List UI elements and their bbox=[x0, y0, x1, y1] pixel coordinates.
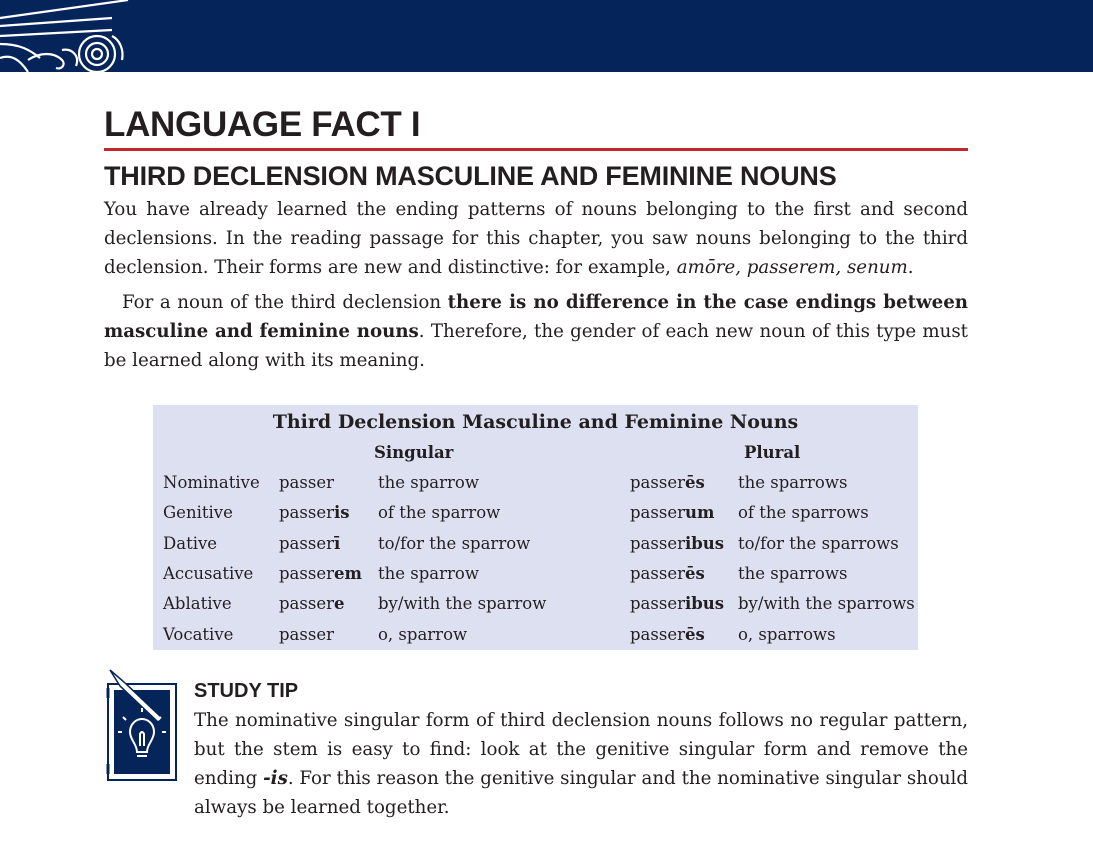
study-tip-text-end: . For this reason the genitive singular and the nominative singular should always be learned together. bbox=[194, 768, 969, 818]
case-name: Dative bbox=[163, 533, 218, 553]
study-tip-ending: -is bbox=[263, 768, 288, 789]
plural-stem: passer bbox=[630, 533, 685, 553]
singular-form bbox=[279, 625, 334, 645]
plural-form bbox=[630, 564, 705, 584]
plural-ending: ēs bbox=[685, 473, 705, 492]
plural-translation: the sparrows bbox=[738, 473, 848, 492]
singular-form bbox=[279, 594, 345, 614]
plural-translation: the sparrows bbox=[738, 563, 848, 583]
singular-form bbox=[279, 503, 350, 523]
singular-stem: passer bbox=[279, 594, 334, 614]
plural-ending: um bbox=[685, 503, 715, 523]
plural-ending: ēs bbox=[685, 624, 705, 644]
plural-stem: passer bbox=[630, 563, 685, 583]
case-name: Vocative bbox=[163, 624, 234, 644]
study-tip bbox=[194, 678, 968, 822]
singular-stem: passer bbox=[279, 563, 334, 583]
case-name: Genitive bbox=[163, 503, 233, 523]
plural-ending: ibus bbox=[685, 594, 725, 614]
ionic-capital-icon bbox=[0, 0, 130, 72]
plural-translation: of the sparrows bbox=[738, 503, 869, 523]
plural-stem: passer bbox=[630, 594, 685, 614]
singular-stem: passer bbox=[279, 624, 334, 644]
plural-stem: passer bbox=[630, 473, 685, 492]
singular-translation: the sparrow bbox=[378, 563, 479, 583]
plural-translation: to/for the sparrows bbox=[738, 533, 899, 553]
main-content bbox=[104, 104, 968, 375]
singular-form bbox=[279, 534, 340, 554]
gender-text-start: For a noun of the third declension bbox=[122, 292, 448, 313]
study-tip-text-start: The nominative singular form of third declension nouns follows no regular pattern, but the stem is easy to find: look at the genitive singular form and remove the ending bbox=[194, 710, 968, 789]
plural-ending: ibus bbox=[685, 533, 725, 553]
table-row bbox=[153, 625, 918, 655]
study-tip-text bbox=[194, 706, 968, 822]
plural-form bbox=[630, 534, 724, 554]
intro-end: . bbox=[907, 257, 914, 278]
singular-form bbox=[279, 564, 362, 584]
intro-examples: amōre, passerem, senum bbox=[676, 257, 908, 278]
singular-translation: o, sparrow bbox=[378, 624, 468, 644]
plural-translation: by/with the sparrows bbox=[738, 594, 915, 614]
section-heading: THIRD DECLENSION MASCULINE AND FEMININE NOUNS bbox=[104, 161, 837, 191]
intro-paragraph bbox=[104, 195, 968, 282]
table-row bbox=[153, 594, 918, 624]
singular-translation: the sparrow bbox=[378, 473, 479, 492]
table-row bbox=[153, 534, 918, 564]
case-name: Ablative bbox=[163, 594, 232, 614]
plural-form bbox=[630, 473, 705, 493]
lightbulb-note-icon bbox=[104, 668, 178, 784]
singular-ending: is bbox=[334, 503, 350, 523]
singular-translation: by/with the sparrow bbox=[378, 594, 547, 614]
gender-text-end: . Therefore, the gender of each new noun of this type must be learned along with its meaning. bbox=[104, 321, 968, 371]
plural-header: Plural bbox=[744, 443, 801, 462]
singular-header: Singular bbox=[374, 443, 454, 462]
plural-stem: passer bbox=[630, 503, 685, 523]
singular-stem: passer bbox=[279, 473, 334, 492]
gender-text-bold: there is no difference in the case endings between masculine and feminine nouns bbox=[104, 292, 968, 342]
singular-ending: e bbox=[334, 594, 345, 614]
top-banner bbox=[0, 0, 1093, 72]
plural-ending: ēs bbox=[685, 563, 705, 583]
singular-ending: em bbox=[334, 563, 362, 583]
plural-translation: o, sparrows bbox=[738, 624, 836, 644]
plural-stem: passer bbox=[630, 624, 685, 644]
plural-form bbox=[630, 625, 705, 645]
table-row bbox=[153, 473, 918, 503]
study-tip-title: STUDY TIP bbox=[194, 680, 299, 702]
case-name: Nominative bbox=[163, 473, 260, 492]
singular-stem: passer bbox=[279, 503, 334, 523]
case-name: Accusative bbox=[163, 563, 254, 583]
gender-paragraph bbox=[104, 288, 968, 375]
table-title: Third Declension Masculine and Feminine Nouns bbox=[272, 411, 799, 433]
table-row bbox=[153, 503, 918, 533]
plural-form bbox=[630, 594, 724, 614]
declension-table bbox=[153, 405, 918, 650]
intro-text: You have already learned the ending patterns of nouns belonging to the first and second declensions. In the reading passage for this chapter, you saw nouns belonging to the third declension. Their forms are new and distinctive: for example, bbox=[104, 199, 968, 278]
singular-stem: passer bbox=[279, 533, 334, 553]
singular-translation: of the sparrow bbox=[378, 503, 501, 523]
singular-form bbox=[279, 473, 334, 493]
singular-ending: ī bbox=[334, 533, 341, 553]
singular-translation: to/for the sparrow bbox=[378, 533, 531, 553]
page-title: LANGUAGE FACT I bbox=[104, 105, 421, 144]
title-rule bbox=[104, 148, 968, 151]
table-row bbox=[153, 564, 918, 594]
plural-form bbox=[630, 503, 714, 523]
